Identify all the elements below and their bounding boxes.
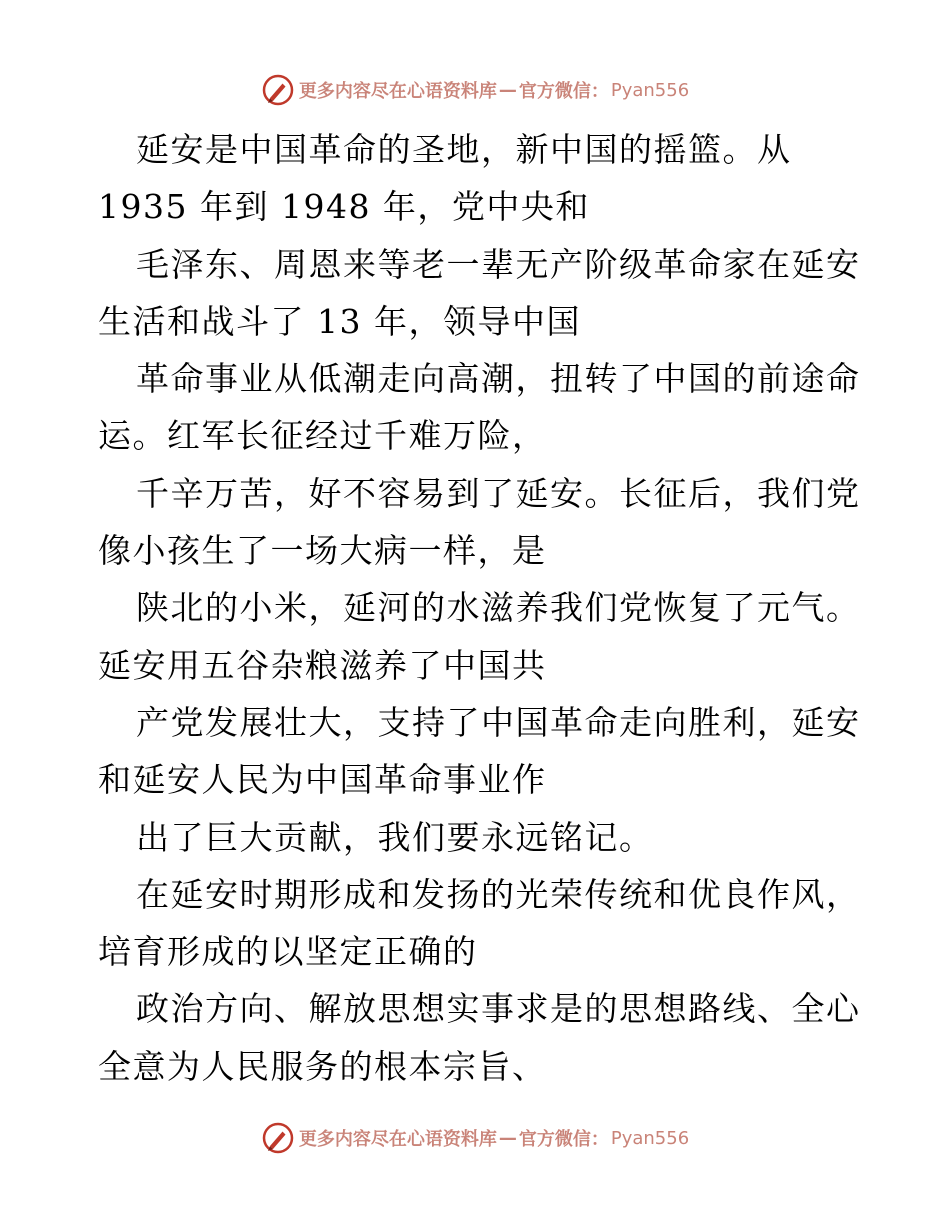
watermark-dash: — — [498, 79, 517, 101]
text-line: 和延安人民为中国革命事业作 — [98, 760, 547, 800]
text-line: 生活和战斗了 13 年，领导中国 — [98, 301, 581, 341]
text-line: 毛泽东、周恩来等老一辈无产阶级革命家在延安 — [136, 244, 861, 284]
text-line: 延安用五谷杂粮滋养了中国共 — [98, 645, 547, 685]
text-line: 培育形成的以坚定正确的 — [98, 932, 478, 972]
text-line: 延安是中国革命的圣地，新中国的摇篮。从 — [136, 130, 792, 169]
text-line: 产党发展壮大，支持了中国革命走向胜利，延安 — [136, 702, 861, 742]
text-line: 全意为人民服务的根本宗旨、 — [98, 1046, 547, 1086]
wechat-handle: Pyan556 — [610, 1127, 690, 1149]
text-line: 陕北的小米，延河的水滋养我们党恢复了元气。 — [136, 588, 861, 628]
text-line: 革命事业从低潮走向高潮，扭转了中国的前途命 — [136, 359, 861, 399]
text-line: 在延安时期形成和发扬的光荣传统和优良作风， — [136, 874, 861, 914]
wechat-handle: Pyan556 — [610, 79, 690, 101]
text-line: 政治方向、解放思想实事求是的思想路线、全心 — [136, 989, 861, 1029]
document-body — [98, 121, 878, 1095]
watermark-text: 更多内容尽在心语资料库 — [298, 81, 497, 102]
text-line: 像小孩生了一场大病一样，是 — [98, 531, 547, 571]
wechat-label: 官方微信： — [518, 1129, 609, 1150]
footer-watermark — [0, 1118, 950, 1158]
watermark-text: 更多内容尽在心语资料库 — [298, 1129, 497, 1150]
text-line: 出了巨大贡献，我们要永远铭记。 — [136, 817, 654, 857]
header-watermark — [0, 70, 950, 110]
wechat-label: 官方微信： — [518, 81, 609, 102]
text-line: 1935 年到 1948 年，党中央和 — [98, 187, 590, 227]
pen-logo-icon — [261, 73, 295, 107]
text-line: 运。红军长征经过千难万险， — [98, 416, 547, 456]
watermark-dash: — — [498, 1127, 517, 1149]
text-line: 千辛万苦，好不容易到了延安。长征后，我们党 — [136, 473, 861, 513]
pen-logo-icon — [261, 1121, 295, 1155]
